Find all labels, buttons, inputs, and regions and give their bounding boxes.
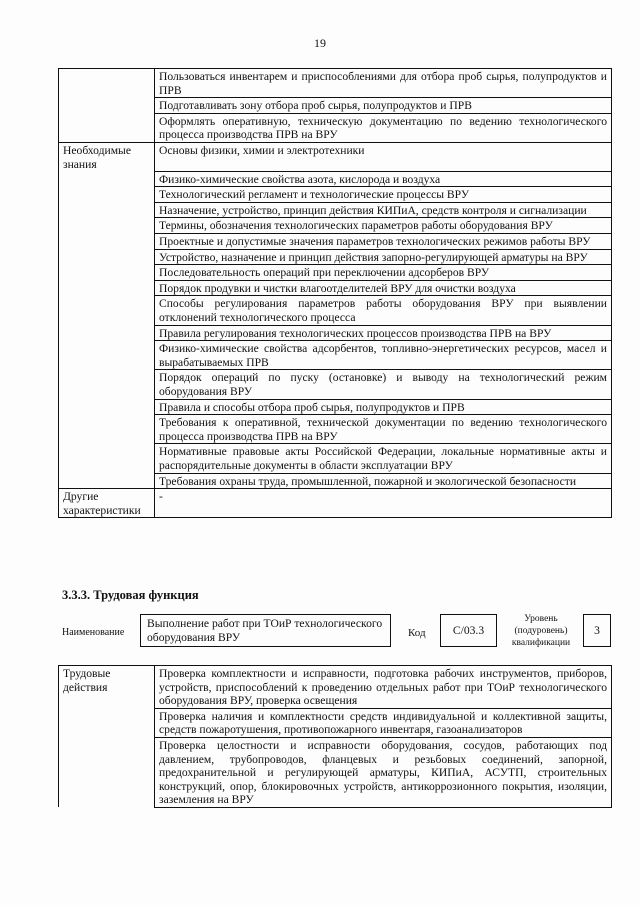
page-number: 19: [314, 36, 326, 50]
row-text: Пользоваться инвентарем и приспособлениями для отбора проб сырья, полупродуктов и ПРВ: [155, 69, 612, 98]
row-label-cell: [59, 296, 155, 325]
row-text: Последовательность операций при переключении адсорберов ВРУ: [155, 265, 612, 281]
row-text: Нормативные правовые акты Российской Федерации, локальные нормативные акты и распорядительные документы в области эксплуатации ВРУ: [155, 444, 612, 473]
row-label-cell: [59, 265, 155, 281]
table-row: [59, 249, 612, 265]
row-label-cell: [59, 325, 155, 341]
table-row: [59, 296, 612, 325]
table-row: [59, 444, 612, 473]
row-label-cell: [59, 370, 155, 399]
table-row: [59, 187, 612, 203]
function-code-value: С/03.3: [452, 623, 485, 637]
table-row: [59, 171, 612, 187]
row-group-label: Необходимые знания: [59, 142, 155, 171]
row-text: Физико-химические свойства адсорбентов, топливно-энергетических ресурсов, масел и вырабатываемых ПРВ: [155, 341, 612, 370]
row-label-cell: [59, 234, 155, 250]
table-row: [59, 218, 612, 234]
code-label: Код: [408, 627, 426, 639]
row-text: Основы физики, химии и электротехники: [155, 142, 612, 171]
table-row: [59, 325, 612, 341]
row-label-cell: [59, 444, 155, 473]
row-text: Требования охраны труда, промышленной, пожарной и экологической безопасности: [155, 473, 612, 489]
labor-actions-label: Трудовые действия: [59, 666, 155, 709]
row-text: Порядок операций по пуску (остановке) и выводу на технологический режим оборудования ВРУ: [155, 370, 612, 399]
row-text: Технологический регламент и технологические процессы ВРУ: [155, 187, 612, 203]
skills-knowledge-table: [58, 68, 612, 518]
row-label-cell: [59, 415, 155, 444]
table-row: [59, 69, 612, 98]
qualification-level-box: [583, 614, 611, 647]
row-label-cell: [59, 98, 155, 114]
table-row: [59, 370, 612, 399]
table-row: [59, 142, 612, 171]
row-text: Порядок продувки и чистки влагоотделителей ВРУ для очистки воздуха: [155, 280, 612, 296]
name-label: Наименование: [62, 627, 125, 638]
table-row: [59, 234, 612, 250]
function-code-box: [440, 614, 497, 647]
row-text: Термины, обозначения технологических параметров работы оборудования ВРУ: [155, 218, 612, 234]
table-row: [59, 473, 612, 489]
row-label-cell: [59, 737, 155, 807]
table-row: [59, 415, 612, 444]
row-text: Физико-химические свойства азота, кислорода и воздуха: [155, 171, 612, 187]
row-label-cell: [59, 280, 155, 296]
row-label-cell: [59, 708, 155, 737]
table-row: [59, 202, 612, 218]
row-label-cell: [59, 202, 155, 218]
row-text: Проектные и допустимые значения параметров технологических режимов работы ВРУ: [155, 234, 612, 250]
table-row: [59, 737, 612, 807]
row-text: Способы регулирования параметров работы оборудования ВРУ при выявлении отклонений технологического процесса: [155, 296, 612, 325]
row-label-cell: [59, 249, 155, 265]
row-label-cell: [59, 171, 155, 187]
section-heading: 3.3.3. Трудовая функция: [62, 588, 199, 602]
row-label-cell: [59, 341, 155, 370]
row-group-label: Другие характеристики: [59, 489, 155, 518]
table-row: [59, 489, 612, 518]
row-text: Устройство, назначение и принцип действия запорно-регулирующей арматуры на ВРУ: [155, 249, 612, 265]
table-row: [59, 399, 612, 415]
row-text: Оформлять оперативную, техническую документацию по ведению технологического процесса производства ПРВ на ВРУ: [155, 113, 612, 142]
row-label-cell: [59, 399, 155, 415]
row-label-cell: [59, 187, 155, 203]
row-text: Проверка комплектности и исправности, подготовка рабочих инструментов, приборов, устройств, приспособлений к проведению отдельных работ при ТОиР технологического оборудования ВРУ, проверка освещения: [155, 666, 612, 709]
row-label-cell: [59, 473, 155, 489]
table-row: [59, 113, 612, 142]
row-text: Подготавливать зону отбора проб сырья, полупродуктов и ПРВ: [155, 98, 612, 114]
qualification-level-value: 3: [594, 623, 600, 637]
labor-actions-table: [58, 665, 612, 808]
row-text: Назначение, устройство, принцип действия КИПиА, средств контроля и сигнализации: [155, 202, 612, 218]
row-label-cell: [59, 113, 155, 142]
row-label-cell: [59, 69, 155, 98]
row-text: Проверка наличия и комплектности средств индивидуальной и коллективной защиты, средств пожаротушения, противопожарного инвентаря, газоанализаторов: [155, 708, 612, 737]
table-row: [59, 280, 612, 296]
row-text: Правила и способы отбора проб сырья, полупродуктов и ПРВ: [155, 399, 612, 415]
qualification-level-label: Уровень (подуровень) квалификации: [511, 614, 571, 648]
row-label-cell: [59, 218, 155, 234]
row-text: -: [155, 489, 612, 518]
row-text: Правила регулирования технологических процессов производства ПРВ на ВРУ: [155, 325, 612, 341]
table-row: [59, 265, 612, 281]
table-row: [59, 708, 612, 737]
function-name-box: [140, 614, 391, 647]
row-text: Требования к оперативной, технической документации по ведению технологического процесса производства ПРВ на ВРУ: [155, 415, 612, 444]
function-name-value: Выполнение работ при ТОиР технологического оборудования ВРУ: [147, 617, 383, 644]
table-row: [59, 98, 612, 114]
table-row: [59, 666, 612, 709]
table-row: [59, 341, 612, 370]
row-text: Проверка целостности и исправности оборудования, сосудов, работающих под давлением, трубопроводов, фланцевых и резьбовых соединений, запорной, предохранительной и регулирующей арматуры, КИПиА, АСУТП, строительных конструкций, опор, блокировочных устройств, антикоррозионного покрытия, изоляции, заземления на ВРУ: [155, 737, 612, 807]
